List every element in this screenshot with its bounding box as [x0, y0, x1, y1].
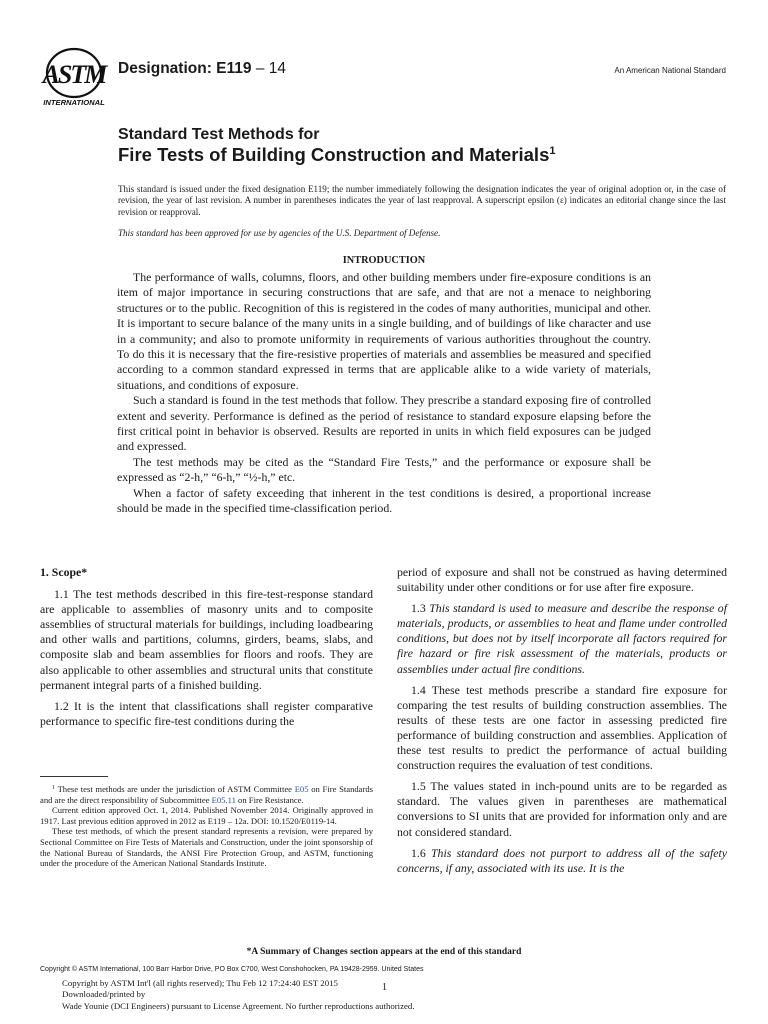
footnote-divider — [40, 776, 108, 777]
section-number: 1.3 — [411, 601, 426, 616]
footnote-text: on Fire Resistance. — [238, 794, 304, 805]
dod-approval-note: This standard has been approved for use by agencies of the U.S. Department of Defense. — [118, 228, 441, 238]
footnote — [40, 783, 373, 869]
intro-paragraph: The test methods may be cited as the “Standard Fire Tests,” and the performance or exposure shall be expressed as “2-h,” “6-h,” “½-h,” etc. — [117, 454, 651, 485]
section-1-4: 1.4 These test methods prescribe a standard fire exposure for comparing the test results of building construction assemblies. The results of these tests are one factor in assessing predicted fire performance of building construction and assemblies. Application of these test results to predict the performance of actual building construction requires the evaluation of test conditions. — [397, 682, 727, 773]
section-1-5: 1.5 The values stated in inch-pound units are to be regarded as standard. The values given in parentheses are mathematical conversions to SI units that are provided for information only and are not considered standard. — [397, 779, 727, 839]
footnote-jurisdiction — [40, 783, 373, 805]
designation-label: Designation: E119 — [118, 60, 252, 77]
right-column — [397, 565, 727, 882]
astm-logo — [36, 46, 112, 108]
section-1-3-text: This standard is used to measure and describe the response of materials, products, or assemblies to heat and flame under controlled conditions, but does not by itself incorporate all factors required for fire hazard or fire risk assessment of the materials, products or assemblies under actual fire conditions. — [397, 601, 727, 676]
introduction-heading: INTRODUCTION — [342, 255, 426, 266]
designation-year: – 14 — [255, 60, 286, 77]
title-footnote-mark: 1 — [549, 145, 556, 157]
footnote-text: on Fire Standards and are the direct responsibility of Subcommittee — [40, 784, 373, 805]
title-line-2 — [118, 144, 556, 166]
download-stamp — [62, 978, 415, 1012]
download-line: Wade Younie (DCI Engineers) pursuant to License Agreement. No further reproductions authorized. — [62, 1000, 415, 1011]
section-number: 1.6 — [411, 845, 426, 860]
committee-e05-link[interactable]: E05 — [294, 784, 309, 794]
section-1-2: 1.2 It is the intent that classifications shall register comparative performance to specific fire-test conditions during the — [40, 698, 373, 728]
page-number: 1 — [382, 982, 387, 993]
introduction-body — [117, 270, 651, 517]
designation-notice: This standard is issued under the fixed designation E119; the number immediately following the designation indicates the year of original adoption or, in the case of revision, the year of last revision. A number in parentheses indicates the year of last reapproval. A superscript epsilon (ε) indicates an editorial change since the last revision or reapproval. — [118, 184, 726, 217]
section-1-6-text: This standard does not purport to address all of the safety concerns, if any, associated with its use. It is the — [397, 845, 727, 875]
title-main: Fire Tests of Building Construction and Materials — [118, 144, 550, 165]
title-line-1: Standard Test Methods for — [118, 126, 320, 143]
astm-logo-wordmark: INTERNATIONAL — [43, 98, 105, 107]
left-column — [40, 565, 373, 735]
section-1-2-continued: period of exposure and shall not be construed as having determined suitability under other conditions or for use after fire exposure. — [397, 565, 727, 595]
intro-paragraph: Such a standard is found in the test methods that follow. They prescribe a standard exposing fire of controlled extent and severity. Performance is defined as the period of resistance to standard exposure elapsing before the first critical point in behavior is observed. Results are reported in units in which field exposures can be judged and expressed. — [117, 393, 651, 454]
designation — [118, 60, 286, 78]
copyright-line: Copyright © ASTM International, 100 Barr Harbor Drive, PO Box C700, West Conshohocken, PA 19428-2959. United States — [40, 966, 424, 973]
footnote-text: These test methods are under the jurisdiction of ASTM Committee — [57, 784, 292, 794]
scope-heading: 1. Scope* — [40, 565, 88, 579]
intro-paragraph: When a factor of safety exceeding that inherent in the test conditions is desired, a proportional increase should be made in the specified time-classification period. — [117, 485, 651, 516]
section-1-1: 1.1 The test methods described in this fire-test-response standard are applicable to assemblies of masonry units and to composite assemblies of structural materials for buildings, including loadbearing and other walls and partitions, columns, girders, beams, slabs, and composite slab and beam assemblies for floors and roofs. They are also applicable to other assemblies and structural units that constitute permanent integral parts of a finished building. — [40, 587, 373, 692]
summary-of-changes-note: *A Summary of Changes section appears at the end of this standard — [246, 947, 522, 957]
astm-logo-letters: ASTM — [42, 60, 106, 89]
american-national-standard-note: An American National Standard — [614, 66, 726, 75]
intro-paragraph: The performance of walls, columns, floors, and other building members under fire-exposure conditions is an item of major importance in securing constructions that are safe, and that are not a menace to neighboring structures or to the public. Recognition of this is registered in the codes of many authorities, municipal and other. It is important to secure balance of the many units in a single building, and of buildings of like character and use in a community; and also to promote uniformity in requirements of various authorities throughout the country. To do this it is necessary that the fire-resistive properties of materials and assemblies be measured and specified according to a common standard expressed in terms that are applicable alike to a wide variety of materials, situations, and conditions of exposure. — [117, 270, 651, 392]
subcommittee-e05-11-link[interactable]: E05.11 — [211, 794, 236, 805]
footnote-edition: Current edition approved Oct. 1, 2014. Published November 2014. Originally approved in 1917. Last previous edition approved in 2012 as E119 – 12a. DOI: 10.1520/E0119-14. — [40, 805, 373, 826]
footnote-mark: 1 — [52, 785, 55, 791]
download-line: Copyright by ASTM Int'l (all rights reserved); Thu Feb 12 17:24:40 EST 2015 — [62, 978, 338, 988]
download-line: Downloaded/printed by — [62, 989, 146, 1000]
footnote-history: These test methods, of which the present standard represents a revision, were prepared by Sectional Committee on Fire Tests of Materials and Construction, under the joint sponsorship of the National Bureau of Standards, the ANSI Fire Protection Group, and ASTM, functioning under the procedure of the American National Standards Institute. — [40, 826, 373, 869]
section-1-6 — [397, 846, 727, 876]
section-1-3 — [397, 601, 727, 676]
